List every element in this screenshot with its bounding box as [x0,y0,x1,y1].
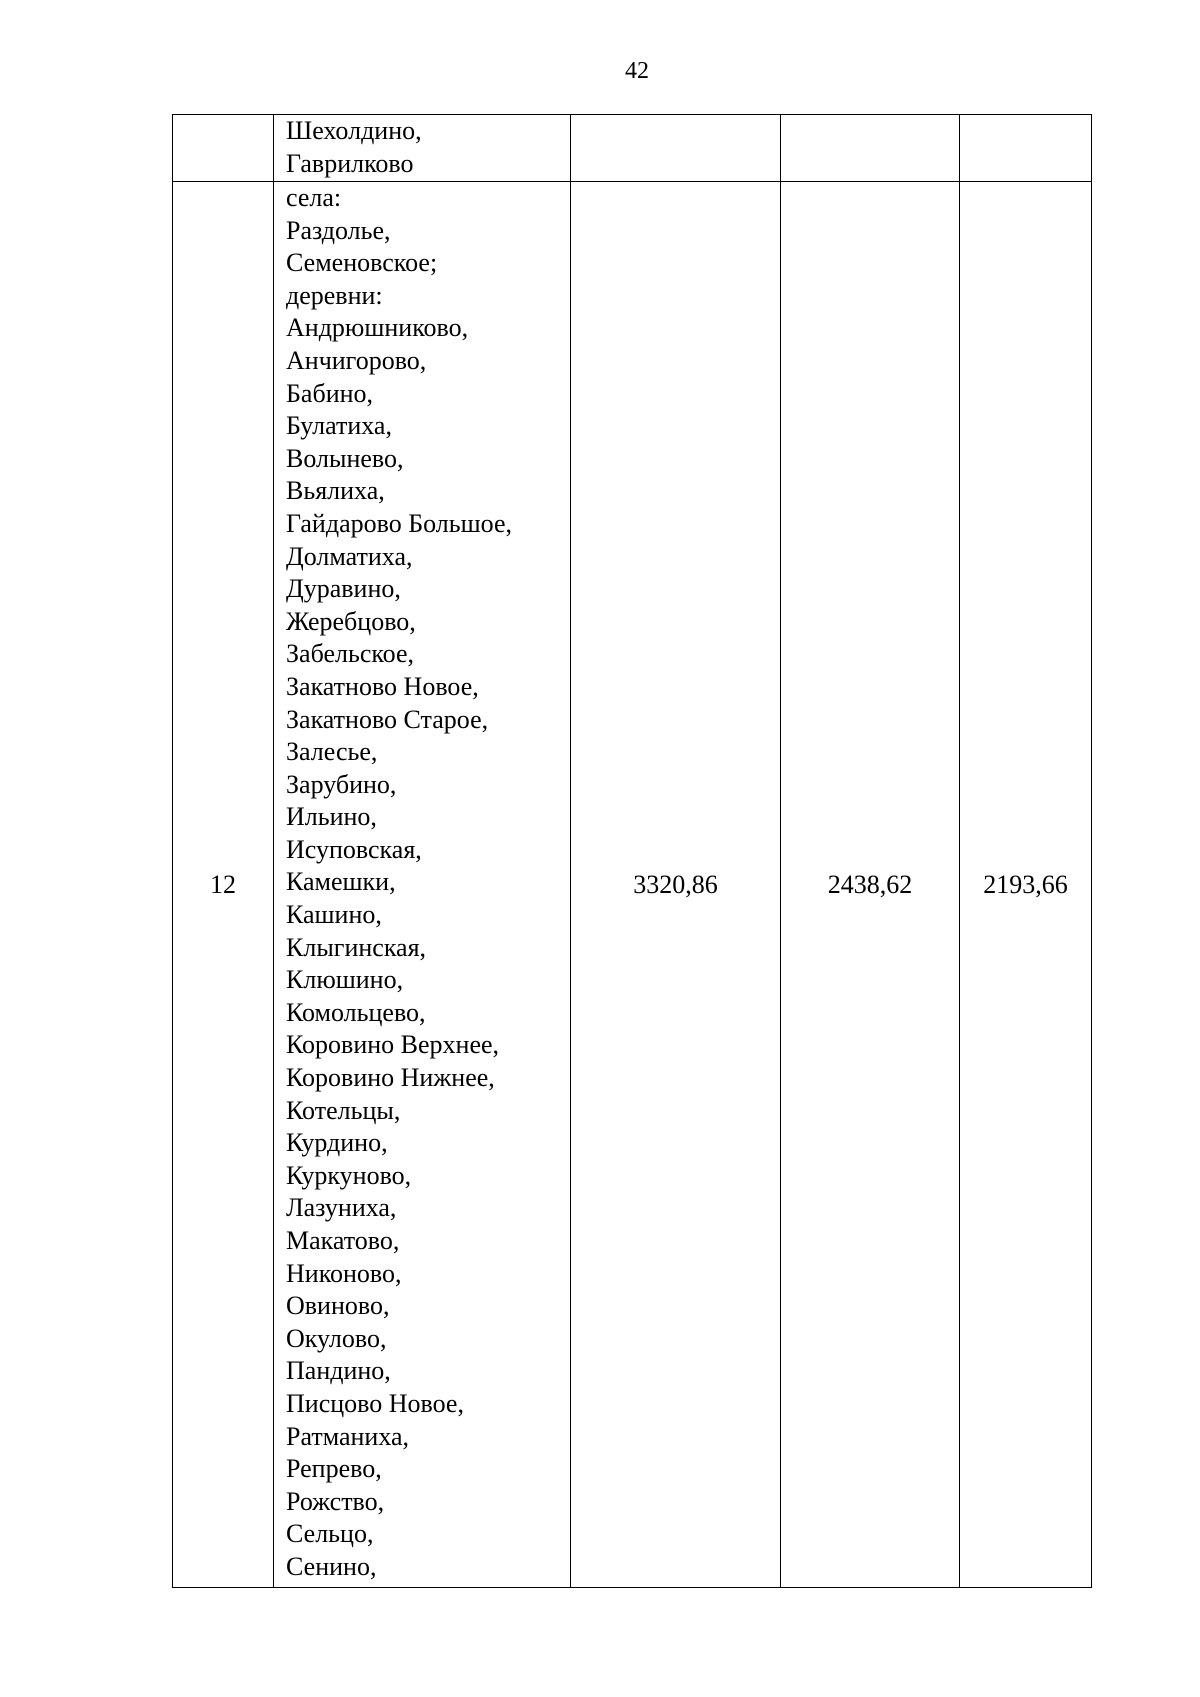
settlement-name: Анчигорово, [286,345,427,375]
settlement-name: Закатново Новое, [286,671,479,701]
settlement-name: Закатново Старое, [286,704,489,734]
settlement-name: Писцово Новое, [286,1388,464,1418]
settlement-list [286,182,570,1584]
settlement-name: Бабино, [286,378,374,408]
settlement-name: Шехолдино, [286,116,422,145]
settlement-name: Коровино Нижнее, [286,1063,495,1093]
settlement-name: Ратманиха, [286,1421,410,1451]
settlement-name: Куркуново, [286,1160,412,1190]
table-row [173,182,1092,1588]
settlement-name: Репрево, [286,1454,382,1484]
settlement-names-cell [274,115,571,182]
settlement-name: Дуравино, [286,574,401,604]
settlement-name: Гайдарово Большое, [286,508,513,538]
settlement-name: Клюшино, [286,965,404,995]
settlement-list [286,115,570,180]
value-2-cell: 2438,62 [781,182,960,1588]
value-3-cell [960,115,1092,182]
settlement-name: Овиново, [286,1291,390,1321]
value-3-cell: 2193,66 [960,182,1092,1588]
row-number-cell: 12 [173,182,274,1588]
settlement-name: Сельцо, [286,1519,374,1549]
settlement-name: Ильино, [286,802,377,832]
settlement-name: Долматиха, [286,541,413,571]
settlement-name: Пандино, [286,1356,391,1386]
settlement-name: Забельское, [286,639,415,669]
settlement-name: Камешки, [286,867,396,897]
settlement-names-cell [274,182,571,1588]
settlement-name: Гаврилково [286,148,414,178]
row-number-cell [173,115,274,182]
value-2-cell [781,115,960,182]
settlement-name: Котельцы, [286,1095,401,1125]
settlement-name: Клыгинская, [286,932,427,962]
settlement-name: Вьялиха, [286,476,385,506]
settlement-name: Залесье, [286,737,378,767]
settlement-name: Андрюшниково, [286,313,469,343]
settlement-name: Рожство, [286,1486,385,1516]
settlement-name: Лазуниха, [286,1193,397,1223]
settlements-table [172,114,1092,1588]
settlement-name: Семеновское; [286,248,438,278]
settlement-name: Никоново, [286,1258,402,1288]
settlement-name: села: [286,183,342,212]
settlement-name: Волынево, [286,443,404,473]
settlement-name: Зарубино, [286,769,397,799]
value-1-cell [571,115,781,182]
settlement-name: Комольцево, [286,997,426,1027]
settlement-name: Жеребцово, [286,606,416,636]
settlement-name: Сенино, [286,1551,377,1581]
page-number: 42 [625,58,649,84]
value-1-cell: 3320,86 [571,182,781,1588]
settlement-name: Макатово, [286,1226,400,1255]
settlement-name: Булатиха, [286,411,392,441]
settlement-name: Окулово, [286,1323,387,1353]
settlement-name: Курдино, [286,1128,388,1158]
settlement-name: деревни: [286,280,383,310]
settlement-name: Раздолье, [286,215,391,245]
table-row-continued [173,115,1092,182]
settlement-name: Коровино Верхнее, [286,1030,500,1060]
settlement-name: Исуповская, [286,834,422,864]
settlement-name: Кашино, [286,900,382,930]
